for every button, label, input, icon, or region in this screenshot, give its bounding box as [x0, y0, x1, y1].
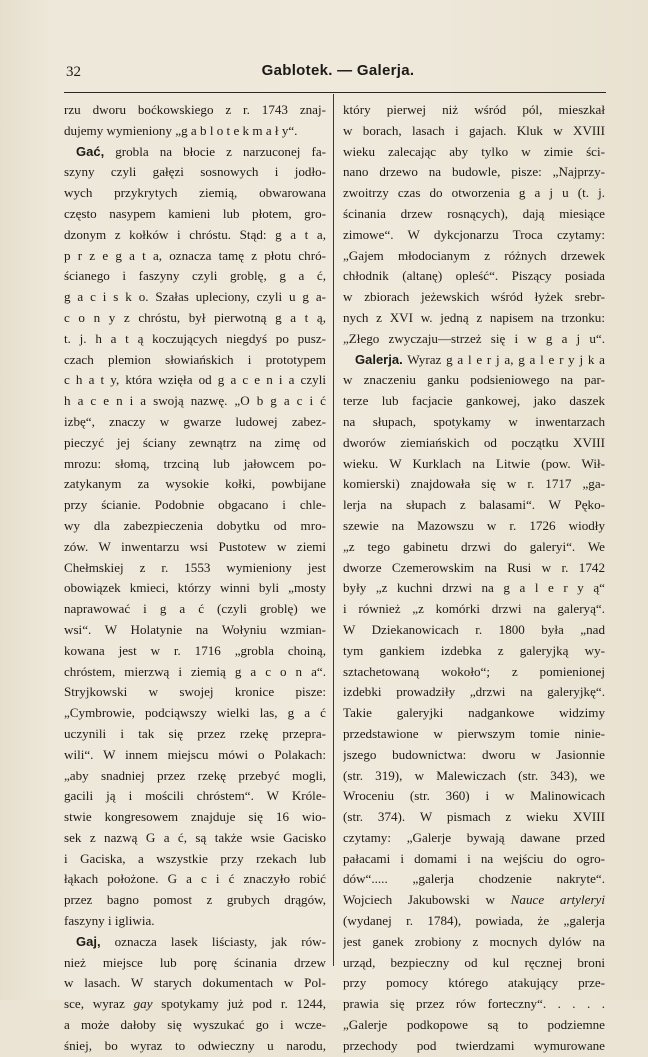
text-line: wili“. W innem miejscu mówi o Polakach:: [64, 746, 326, 762]
text-line: w zbiorach jeżewskich wśród łyżek srebr-: [343, 289, 605, 305]
text-line: dów“..... „galerja chodzenie nakryte“.: [343, 871, 605, 887]
page-header: [0, 62, 648, 86]
text-line: chłodnik (altanę) opleść“. Piszący posiada: [343, 268, 605, 284]
text-line: urząd, bezpieczny od kul ręcznej broni: [343, 954, 605, 970]
text-line: Wroceniu (str. 360) i w Malinowicach: [343, 788, 605, 804]
text-line: sce, wyraz gay spotykamy już pod r. 1244,: [64, 996, 326, 1012]
text-line: jest ganek zrobiony z mocnych dylów na: [343, 933, 605, 949]
right-column: [343, 100, 605, 1057]
page-number: 32: [66, 64, 81, 80]
text-line: p r z e g a t a, oznacza tamę z płotu chró-: [64, 247, 326, 263]
text-line: w lasach. W starych dokumentach w Pol-: [64, 975, 326, 991]
text-line: Gać, grobla na błocie z narzuconej fa-: [76, 143, 326, 159]
text-line: tym gankiem izdebka z galeryjką wy-: [343, 642, 605, 658]
text-line: faszyny i igliwia.: [64, 913, 155, 929]
text-line: jszego budownictwa: dworu w Jasionnie: [343, 746, 605, 762]
text-line: szyny czyli gałęzi sosnowych i jodło-: [64, 164, 326, 180]
text-line: „Gajem młodocianym z różnych drzewek: [343, 247, 605, 263]
text-line: pieczyć jej ściany zewnątrz na zimę od: [64, 434, 326, 450]
text-line: wy dla zabezpieczenia dobytku od mro-: [64, 517, 326, 533]
text-line: wsi“. W Holatynie na Wołyniu wzmian-: [64, 621, 326, 637]
text-line: (str. 374). W pismach z wieku XVIII: [343, 809, 605, 825]
text-line: kowana jest w r. 1716 „grobla choiną,: [64, 642, 326, 658]
text-line: zwoitrzy czas do otworzenia g a j u (t. j.: [343, 185, 605, 201]
text-line: przedstawione w pierwszym tomie ninie-: [343, 725, 605, 741]
text-line: dworów ziemiańskich od początku XVIII: [343, 434, 605, 450]
text-line: nież miejsce lub porę ścinania drzew: [64, 954, 326, 970]
text-line: sztachetowaną wokoło“; z pomienionej: [343, 663, 605, 679]
text-line: sek z nazwą G a ć, są także wsie Gacisko: [64, 829, 326, 845]
text-line: c o n y z chróstu, był pierwotną g a t ą,: [64, 309, 326, 325]
text-line: Takie galeryjki nadgankowe widzimy: [343, 705, 605, 721]
text-line: dujemy wymieniony „g a b l o t e k m a ł y“.: [64, 122, 298, 138]
text-line: śniej, bo wyraz to odwieczny u narodu,: [64, 1037, 326, 1053]
text-line: dworze Czemerowskim na Rusi w r. 1742: [343, 559, 605, 575]
text-line: obowiązek kmieci, którzy winni byli „mosty: [64, 580, 326, 596]
text-line: komierski) znajdowała się w r. 1717 „ga-: [343, 476, 605, 492]
text-line: często nasypem kamieni lub płotem, gro-: [64, 205, 326, 221]
text-line: uczynili i tak się przez rzekę przepra-: [64, 725, 326, 741]
text-line: „Złego zwyczaju—strzeż się i w g a j u“.: [343, 330, 605, 346]
text-line: ścianego i faszyny czyli groblę, g a ć,: [64, 268, 326, 284]
text-line: zów. W inwentarzu wsi Pustotew w ziemi: [64, 538, 326, 554]
column-divider: [333, 94, 334, 966]
running-title: Gablotek. — Galerja.: [261, 62, 415, 79]
text-line: izbę“, znaczy w gwarze ludowej zabez-: [64, 413, 326, 429]
text-line: Chełmskiej z r. 1553 wymieniony jest: [64, 559, 326, 575]
text-line: czach plemion słowiańskich i prototypem: [64, 351, 326, 367]
text-line: chróstem, mierzwą i ziemią g a c o n a“.: [64, 663, 326, 679]
text-line: i Gaciska, a wszystkie przy rzekach lub: [64, 850, 326, 866]
header-rule: [64, 92, 606, 93]
text-line: a może dałoby się wyszukać go i wcze-: [64, 1017, 326, 1033]
text-line: szewie na Mazowszu w r. 1726 wiodły: [343, 517, 605, 533]
left-column: [64, 100, 326, 1057]
text-line: W Dziekanowicach r. 1800 była „nad: [343, 621, 605, 637]
text-line: t. j. h a t ą koczujących niegdyś po pusz-: [64, 330, 326, 346]
text-line: Galerja. Wyraz g a l e r j a, g a l e r y j k a: [355, 351, 605, 367]
text-line: łąkach położone. G a c i ć znaczyło robić: [64, 871, 326, 887]
text-line: w borach, lasach i gajach. Kluk w XVIII: [343, 122, 605, 138]
text-line: dzonym z kołków i chróstu. Stąd: g a t a,: [64, 226, 326, 242]
text-line: były „z kuchni drzwi na g a l e r y ą“: [343, 580, 605, 596]
text-line: przez bagno pomost z grubych drągów,: [64, 892, 326, 908]
text-line: stwie kongresowem znajduje się 16 wio-: [64, 809, 326, 825]
text-line: pałacami i domami i na wejściu do ogro-: [343, 850, 605, 866]
text-line: czytamy: „Galerje bywają dawane przed: [343, 829, 605, 845]
text-line: g a c i s k o. Szałas upleciony, czyli u g a-: [64, 289, 326, 305]
text-line: (str. 319), w Malewiczach (str. 343), we: [343, 767, 605, 783]
text-line: zatykanym za wysokie kołki, powbijane: [64, 476, 326, 492]
text-line: „aby snadniej przez rzekę przebyć mogli,: [64, 767, 326, 783]
text-line: terze lub facjacie gankowej, jako daszek: [343, 393, 605, 409]
text-line: h a c e n i a swoją nazwę. „O b g a c i ć: [64, 393, 326, 409]
text-line: „Galerje podkopowe są to podziemne: [343, 1017, 605, 1033]
text-line: który pierwej niż wśród pól, mieszkał: [343, 102, 605, 117]
text-line: gacili ją i mościli chróstem“. W Króle-: [64, 788, 326, 804]
text-line: mrozu: słomą, trzciną lub jałowcem po-: [64, 455, 326, 471]
text-line: w znaczeniu ganku podsieniowego na par-: [343, 372, 605, 388]
text-line: na słupach, spotykamy w inwentarzach: [343, 413, 605, 429]
text-line: naprawować i g a ć (czyli groblę) we: [64, 601, 326, 617]
text-line: „z tego gabinetu drzwi do galeryi“. We: [343, 538, 605, 554]
text-line: przy pomocy którego atakujący prze-: [343, 975, 605, 991]
text-line: Stryjkowski w swojej kronice pisze:: [64, 684, 326, 700]
text-line: wieku. W Kurklach na Litwie (pow. Wił-: [343, 455, 605, 471]
text-line: prawia się przez rów forteczny“. . . . .: [343, 996, 605, 1012]
text-line: (wydanej r. 1784), powiada, że „galerja: [343, 913, 605, 929]
text-line: zimowe“. W dykcjonarzu Troca czytamy:: [343, 226, 605, 242]
text-line: nano drzewo na budowle, pisze: „Najprzy-: [343, 164, 605, 180]
text-line: izdebki prowadziły „drzwi na galeryjkę“.: [343, 684, 605, 700]
text-line: rzu dworu boćkowskiego z r. 1743 znaj-: [64, 102, 326, 117]
text-line: Wojciech Jakubowski w Nauce artyleryi: [343, 892, 605, 908]
text-line: wych przykrytych ziemią, obwarowana: [64, 185, 326, 201]
text-line: nych z XVI w. jedną z napisem na trzonku:: [343, 309, 605, 325]
text-line: przy ścianie. Podobnie obgacano i chle-: [64, 497, 326, 513]
text-line: Gaj, oznacza lasek liściasty, jak rów-: [76, 933, 326, 949]
text-line: lerja na słupach z balasami“. W Pęko-: [343, 497, 605, 513]
text-line: „Cymbrowie, podciąwszy wielki las, g a ć: [64, 705, 326, 721]
text-line: wieku zalecając aby tylko w zimie ści-: [343, 143, 605, 159]
text-line: c h a t y, która wzięła od g a c e n i a czyli: [64, 372, 326, 388]
text-line: i również „z komórki drzwi na galeryą“.: [343, 601, 605, 617]
text-line: ścinania drzew rosnących), dają miesiące: [343, 205, 605, 221]
text-line: przechody pod twierdzami wymurowane: [343, 1037, 605, 1053]
